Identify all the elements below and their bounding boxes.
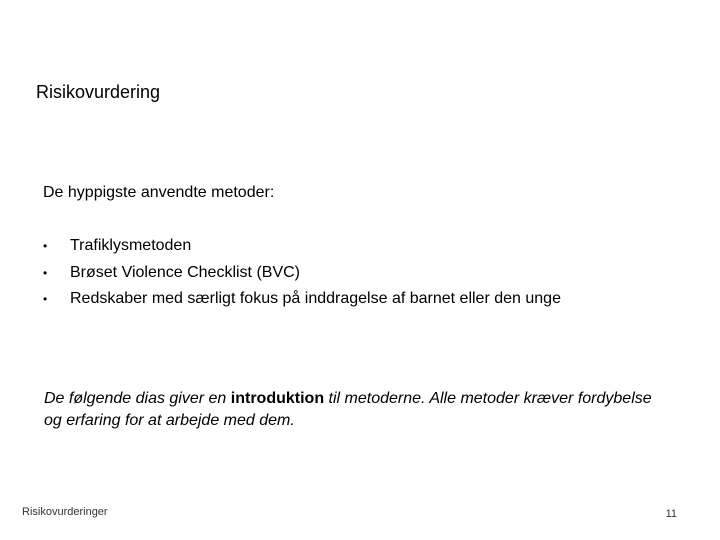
- list-item: [43, 260, 561, 287]
- list-item: [43, 233, 561, 260]
- page-number: 11: [665, 508, 677, 520]
- list-item: [43, 286, 561, 313]
- footer-label: Risikovurderinger: [22, 506, 108, 518]
- intro-note: [44, 388, 664, 432]
- slide-title: Risikovurdering: [36, 82, 161, 102]
- note-emphasis: introduktion: [230, 390, 325, 407]
- list-item-text: Trafiklysmetoden: [70, 237, 192, 254]
- list-item-text: Brøset Violence Checklist (BVC): [70, 263, 300, 281]
- note-text-before: De følgende dias giver en: [44, 390, 231, 407]
- list-item-text: Redskaber med særligt fokus på inddragelse af barnet eller den unge: [70, 290, 561, 307]
- bullet-icon: •: [43, 265, 48, 280]
- note-text-after: til metoderne. Alle metoder kræver fordybelse og erfaring for at arbejde med dem.: [44, 390, 652, 429]
- bullet-icon: •: [43, 292, 48, 306]
- method-list: [43, 233, 561, 313]
- bullet-icon: •: [43, 239, 48, 253]
- slide-subtitle: De hyppigste anvendte metoder:: [43, 184, 275, 201]
